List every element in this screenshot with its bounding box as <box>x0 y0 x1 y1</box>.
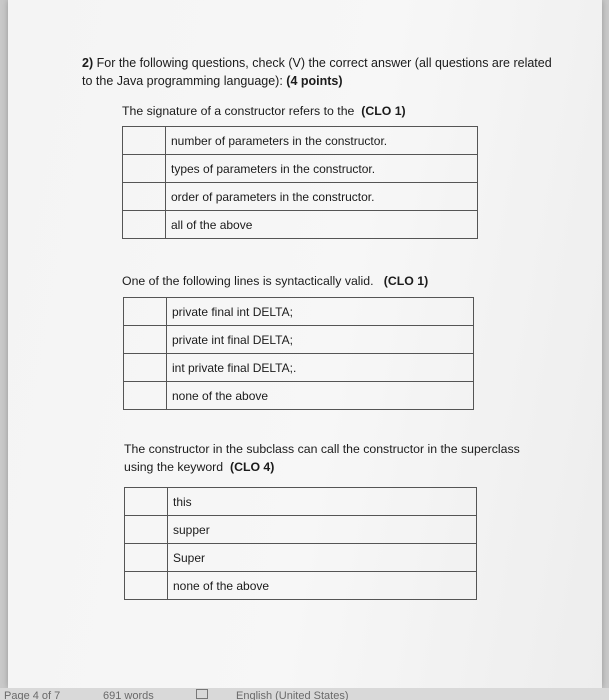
subquestion-2-options <box>123 297 474 410</box>
option-label: order of parameters in the constructor. <box>166 183 478 211</box>
answer-checkbox[interactable] <box>123 127 166 155</box>
option-row <box>124 298 474 326</box>
option-label: number of parameters in the constructor. <box>166 127 478 155</box>
prompt-text: The constructor in the subclass can call the constructor in the superclass using the keyword <box>124 442 520 474</box>
language-indicator[interactable]: English (United States) <box>236 690 349 700</box>
option-row <box>125 572 477 600</box>
option-label: private final int DELTA; <box>167 298 474 326</box>
option-row <box>125 488 477 516</box>
question-header <box>82 54 552 90</box>
question-points: (4 points) <box>286 74 343 88</box>
option-label: private int final DELTA; <box>167 326 474 354</box>
word-count[interactable]: 691 words <box>103 690 154 700</box>
clo-label: (CLO 1) <box>383 274 429 288</box>
option-label: Super <box>168 544 477 572</box>
answer-checkbox[interactable] <box>123 183 166 211</box>
prompt-text: One of the following lines is syntactically valid. <box>122 274 374 288</box>
option-label: int private final DELTA;. <box>167 354 474 382</box>
subquestion-1-options <box>122 126 478 239</box>
prompt-text: The signature of a constructor refers to the <box>122 104 355 118</box>
answer-checkbox[interactable] <box>125 516 168 544</box>
option-row <box>124 354 474 382</box>
proofing-icon[interactable] <box>196 689 208 699</box>
option-row <box>125 544 477 572</box>
answer-checkbox[interactable] <box>124 354 167 382</box>
option-label: supper <box>168 516 477 544</box>
answer-checkbox[interactable] <box>125 572 168 600</box>
subquestion-3-options <box>124 487 477 600</box>
option-label: this <box>168 488 477 516</box>
answer-checkbox[interactable] <box>125 544 168 572</box>
option-label: none of the above <box>167 382 474 410</box>
subquestion-2-prompt <box>122 272 552 290</box>
answer-checkbox[interactable] <box>125 488 168 516</box>
status-bar <box>0 688 609 700</box>
answer-checkbox[interactable] <box>124 298 167 326</box>
answer-checkbox[interactable] <box>123 211 166 239</box>
option-row <box>124 382 474 410</box>
clo-label: (CLO 4) <box>229 460 275 474</box>
option-row <box>124 326 474 354</box>
option-row <box>123 183 478 211</box>
subquestion-3-prompt <box>124 440 524 476</box>
option-label: types of parameters in the constructor. <box>166 155 478 183</box>
question-number: 2) <box>82 56 94 70</box>
option-label: none of the above <box>168 572 477 600</box>
option-row <box>125 516 477 544</box>
document-page <box>8 0 602 688</box>
option-row <box>123 211 478 239</box>
option-label: all of the above <box>166 211 478 239</box>
clo-label: (CLO 1) <box>361 104 406 118</box>
option-row <box>123 127 478 155</box>
subquestion-1-prompt <box>122 102 542 120</box>
question-text: For the following questions, check (V) the correct answer (all questions are related to the Java programming language): <box>82 56 552 88</box>
answer-checkbox[interactable] <box>124 382 167 410</box>
answer-checkbox[interactable] <box>123 155 166 183</box>
page-count[interactable]: Page 4 of 7 <box>4 690 61 700</box>
option-row <box>123 155 478 183</box>
answer-checkbox[interactable] <box>124 326 167 354</box>
